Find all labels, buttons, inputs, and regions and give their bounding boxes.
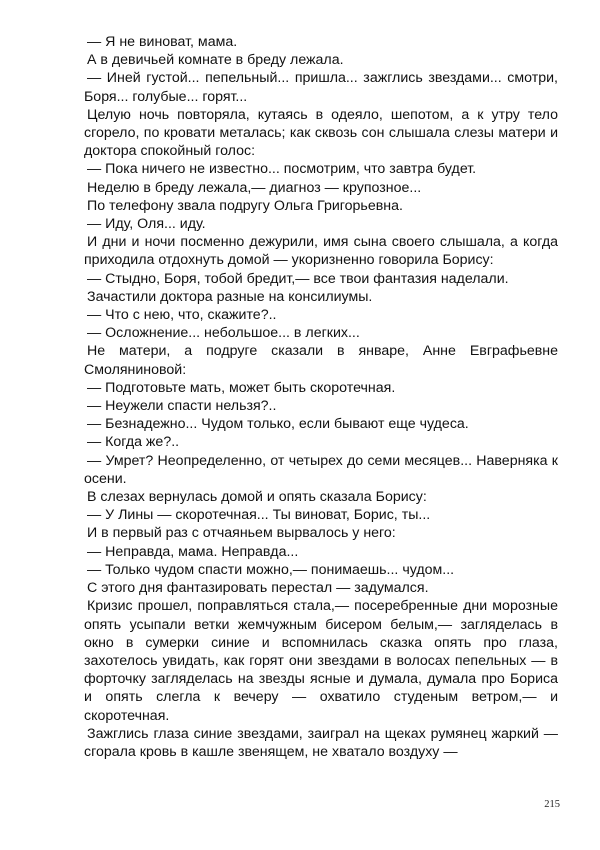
paragraph: Кризис прошел, поправляться стала,— посеребренные дни морозные опять усыпали ветки жемчужным бисером белым,— загляделась в окно в сумерки синие и вспомнилась сказка опять про глаза, захотелось увидать, как горят они звездами в волосах пепельных — в форточку загляделась на звезды ясные и думала, думала про Бориса и опять слегла к вечеру — охватило студеным ветром,— и скоротечная. bbox=[84, 598, 558, 724]
paragraph: Неделю в бреду лежала,— диагноз — крупозное... bbox=[87, 179, 422, 196]
paragraph: — Я не виноват, мама. bbox=[87, 34, 238, 50]
paragraph: Не матери, а подруге сказали в январе, Анне Евграфьевне Смоляниновой: bbox=[84, 343, 558, 378]
paragraph: — Умрет? Неопределенно, от четырех до семи месяцев... Наверняка к осени. bbox=[84, 452, 558, 487]
paragraph: Зачастили доктора разные на консилиумы. bbox=[87, 288, 373, 305]
paragraph: — Стыдно, Боря, тобой бредит,— все твои фантазия наделали. bbox=[87, 270, 509, 287]
paragraph: — Осложнение... небольшое... в легких... bbox=[87, 325, 360, 342]
paragraph: — Только чудом спасти можно,— понимаешь... чудом... bbox=[87, 561, 455, 578]
paragraph: В слезах вернулась домой и опять сказала Борису: bbox=[87, 489, 427, 506]
paragraph: — Безнадежно... Чудом только, если бывают еще чудеса. bbox=[87, 416, 469, 433]
paragraph: А в девичьей комнате в бреду лежала. bbox=[87, 52, 344, 69]
paragraph: — У Лины — скоротечная... Ты виноват, Борис, ты... bbox=[87, 507, 431, 524]
paragraph: И в первый раз с отчаяньем вырвалось у него: bbox=[87, 525, 396, 542]
paragraph: — Иней густой... пепельный... пришла... зажглись звездами... смотри, Боря... голубые... горят... bbox=[84, 70, 558, 105]
paragraph: — Подготовьте мать, может быть скоротечная. bbox=[87, 379, 396, 396]
paragraph: Зажглись глаза синие звездами, заиграл на щеках румянец жаркий — сгорала кровь в кашле звенящем, не хватало воздуху — bbox=[84, 725, 558, 760]
paragraph: — Что с нею, что, скажите?.. bbox=[87, 307, 277, 324]
paragraph: — Неправда, мама. Неправда... bbox=[87, 543, 299, 560]
paragraph: С этого дня фантазировать перестал — задумался. bbox=[87, 580, 429, 597]
paragraph: По телефону звала подругу Ольга Григорьевна. bbox=[87, 197, 403, 214]
paragraph: — Когда же?.. bbox=[87, 434, 180, 451]
paragraph: — Неужели спасти нельзя?.. bbox=[87, 398, 277, 415]
paragraph: — Иду, Оля... иду. bbox=[87, 216, 206, 233]
paragraph: Целую ночь повторяла, кутаясь в одеяло, шепотом, а к утру тело сгорело, по кровати металась; как сквозь сон слышала слезы матери и доктора спокойный голос: bbox=[84, 106, 558, 160]
paragraph: И дни и ночи посменно дежурили, имя сына своего слышала, а когда приходила отдохнуть домой — укоризненно говорила Борису: bbox=[84, 234, 558, 269]
page-number: 215 bbox=[544, 799, 560, 810]
paragraph: — Пока ничего не известно... посмотрим, что завтра будет. bbox=[87, 161, 477, 178]
body-text bbox=[84, 33, 558, 761]
